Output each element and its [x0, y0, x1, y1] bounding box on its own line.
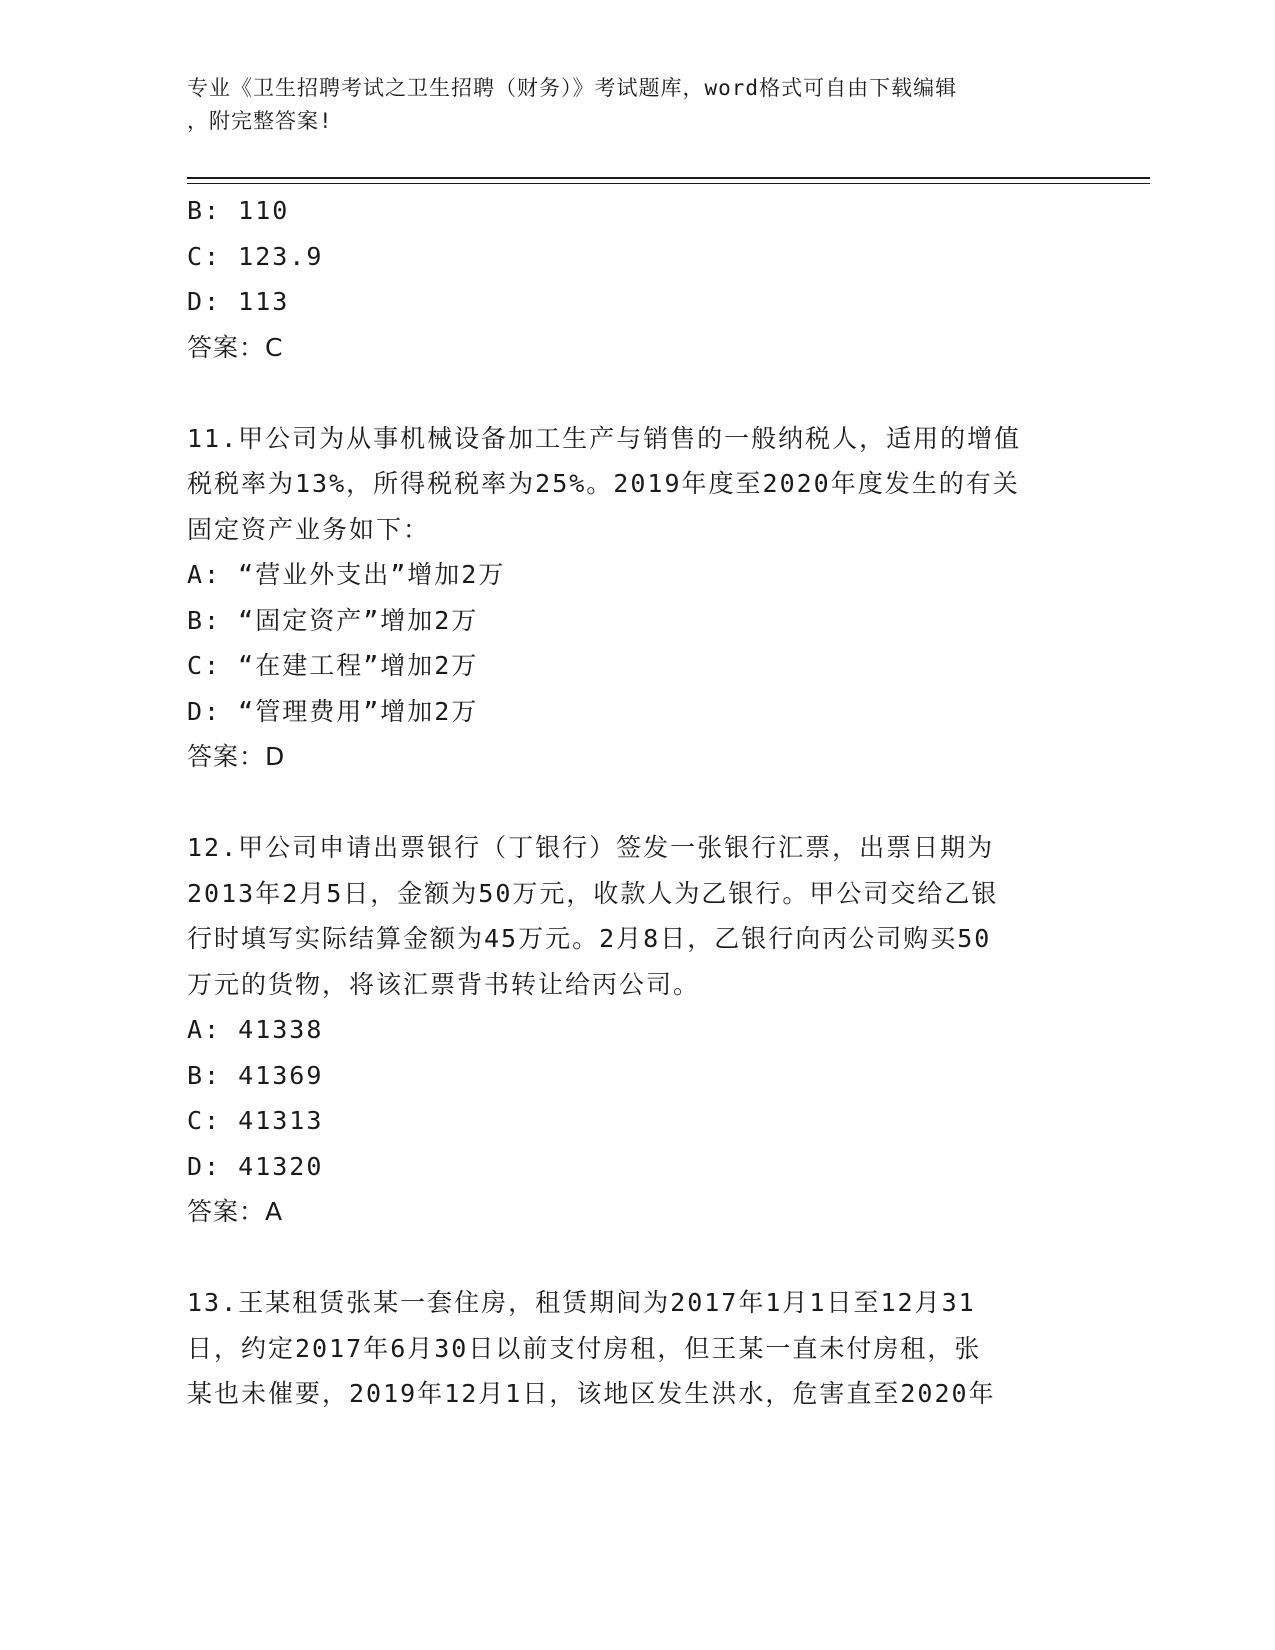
- spacer: [187, 1235, 1087, 1281]
- option-b: B: 41369: [187, 1060, 324, 1090]
- spacer: [187, 780, 1087, 826]
- question-13: [187, 1280, 1087, 1417]
- question-stem-line: 12.甲公司申请出票银行（丁银行）签发一张银行汇票，出票日期为: [187, 833, 995, 862]
- option-d: D: 41320: [187, 1151, 324, 1181]
- question-12: [187, 825, 1087, 1235]
- answer-label: 答案：C: [187, 332, 284, 362]
- header-divider-thin: [187, 183, 1150, 184]
- header-title-line-2: ，附完整答案!: [187, 109, 333, 133]
- question-stem-line: 固定资产业务如下：: [187, 514, 431, 544]
- answer-label: 答案：D: [187, 742, 286, 771]
- header-divider-thick: [187, 177, 1150, 179]
- option-c: C: 41313: [187, 1106, 324, 1135]
- answer-label: 答案：A: [187, 1197, 284, 1226]
- option-d: D: “管理费用”增加2万: [187, 696, 479, 726]
- question-content: [187, 188, 1087, 1417]
- question-10-tail: [187, 188, 1087, 370]
- question-11: [187, 416, 1087, 780]
- header-title-line-1: 专业《卫生招聘考试之卫生招聘（财务）》考试题库，word格式可自由下载编辑: [187, 76, 958, 100]
- question-stem-line: 日，约定2017年6月30日以前支付房租，但王某一直未付房租，张: [187, 1333, 982, 1363]
- question-stem-line: 13.王某租赁张某一套住房，租赁期间为2017年1月1日至12月31: [187, 1288, 976, 1317]
- question-stem-line: 行时填写实际结算金额为45万元。2月8日，乙银行向丙公司购买50: [187, 924, 992, 953]
- option-d: D: 113: [187, 287, 290, 316]
- option-c: C: 123.9: [187, 241, 324, 271]
- option-a: A: “营业外支出”增加2万: [187, 560, 506, 589]
- question-stem-line: 某也未催要，2019年12月1日，该地区发生洪水，危害直至2020年: [187, 1379, 996, 1408]
- spacer: [187, 370, 1087, 416]
- option-b: B: “固定资产”增加2万: [187, 605, 479, 635]
- question-stem-line: 11.甲公司为从事机械设备加工生产与销售的一般纳税人，适用的增值: [187, 423, 1022, 453]
- option-c: C: “在建工程”增加2万: [187, 651, 479, 680]
- question-stem-line: 税税率为13%，所得税税率为25%。2019年度至2020年度发生的有关: [187, 469, 1020, 498]
- option-b: B: 110: [187, 196, 290, 225]
- question-stem-line: 2013年2月5日，金额为50万元，收款人为乙银行。甲公司交给乙银: [187, 878, 999, 908]
- question-stem-line: 万元的货物，将该汇票背书转让给丙公司。: [187, 969, 701, 999]
- option-a: A: 41338: [187, 1015, 324, 1044]
- page-header: [187, 72, 1087, 138]
